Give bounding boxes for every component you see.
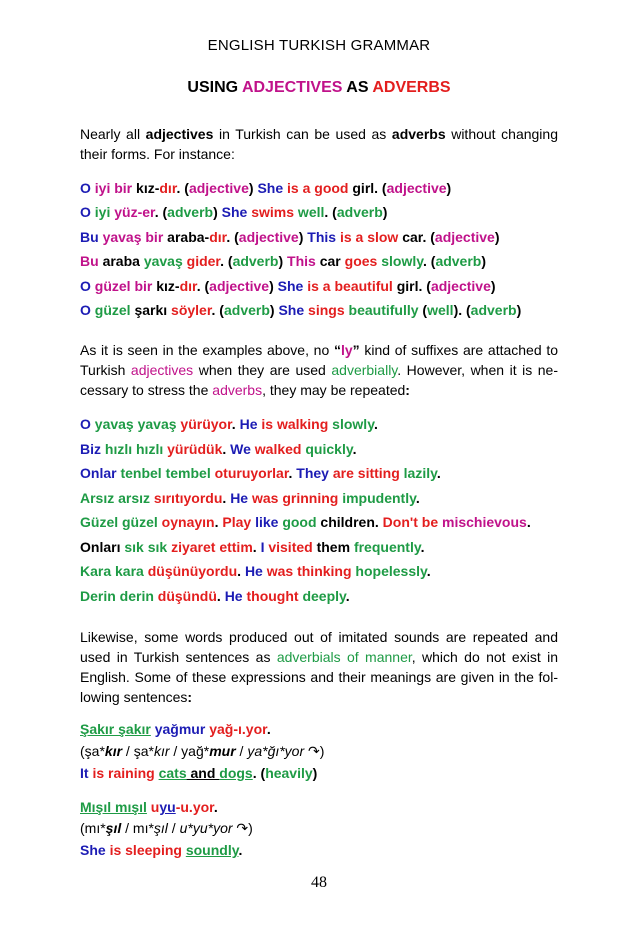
text-segment: . — [426, 563, 431, 579]
text-segment: She — [221, 204, 248, 220]
text-segment: She — [278, 302, 305, 318]
text-segment: , which do not exist in English. Some of these expressions and their meanings are given in the fol-lowing sentences — [80, 649, 558, 705]
text-segment: is raining — [88, 765, 155, 781]
text-segment: O — [80, 302, 95, 318]
text-segment: swims — [247, 204, 295, 220]
text-segment: Likewise, some words produced out of imitated sounds are repeated and used in Turkish sentences as — [80, 629, 558, 665]
text-segment: ) — [494, 229, 500, 245]
text-segment: (mı* — [80, 820, 106, 836]
text-segment: . — [436, 465, 441, 481]
text-segment: şıl — [105, 820, 122, 836]
text-segment: Play — [222, 514, 252, 530]
text-segment: dır — [159, 180, 177, 196]
text-segment: deeply — [298, 588, 346, 604]
text-segment: / şa* — [122, 743, 154, 759]
text-segment: children. — [316, 514, 383, 530]
text-segment: oynayın — [157, 514, 215, 530]
text-segment: . — [216, 588, 225, 604]
text-segment: ğ — [224, 721, 234, 737]
text-segment: yüz-er — [110, 204, 155, 220]
text-segment: cats — [158, 765, 187, 781]
text-segment: walked — [250, 441, 302, 457]
text-segment: ) — [248, 180, 258, 196]
repetition-example — [80, 439, 570, 459]
text-segment: sırıtıyordu — [150, 490, 223, 506]
onomatopoeia-paragraph — [80, 627, 558, 707]
text-segment: quickly — [301, 441, 353, 457]
text-segment: ) — [278, 253, 288, 269]
text-segment: iyi bir — [94, 180, 133, 196]
text-segment: / mı* — [121, 820, 154, 836]
text-segment: Kara kara — [80, 563, 144, 579]
text-segment: . — [238, 842, 243, 858]
text-segment: kind of suffixes are attached to Turkish — [80, 342, 558, 378]
text-segment: dır — [179, 278, 197, 294]
text-segment: , they may be repeated — [262, 382, 406, 398]
text-segment: ADJECTIVES — [241, 79, 343, 96]
text-segment: ziyaret ettim — [167, 539, 253, 555]
text-segment: . ( — [176, 180, 189, 196]
text-segment: girl. ( — [348, 180, 387, 196]
text-segment: . — [222, 490, 231, 506]
example-line — [80, 178, 570, 198]
text-segment: Bu — [80, 229, 103, 245]
text-segment: are sitting — [328, 465, 400, 481]
text-segment: -ı.yor — [233, 721, 267, 737]
text-segment: mur — [209, 743, 236, 759]
text-segment: O — [80, 204, 95, 220]
text-segment: in Turkish can be used as — [213, 126, 392, 142]
text-segment: ya*ğı*yor — [247, 743, 305, 759]
text-segment: adjectives — [145, 126, 214, 142]
text-segment: Onlar — [80, 465, 121, 481]
text-segment: was grinning — [248, 490, 339, 506]
example-line — [80, 202, 570, 222]
text-segment: adverb — [232, 253, 279, 269]
text-segment: u*yu*yor — [179, 820, 233, 836]
text-segment: düşündü — [153, 588, 217, 604]
pronunciation-guide — [80, 818, 570, 838]
text-segment: (şa* — [80, 743, 105, 759]
text-segment: . ( — [211, 302, 224, 318]
text-segment: frequently — [353, 539, 421, 555]
text-segment: hopelessly — [351, 563, 427, 579]
text-segment: beautifully — [344, 302, 419, 318]
text-segment: adjective — [386, 180, 447, 196]
example-line — [80, 300, 570, 320]
text-segment: dogs — [219, 765, 253, 781]
text-segment: sings — [304, 302, 345, 318]
repetition-example — [80, 463, 570, 483]
text-segment: ( — [418, 302, 428, 318]
text-segment: dır — [209, 229, 227, 245]
text-segment: O — [80, 416, 95, 432]
text-segment: . — [373, 416, 378, 432]
text-segment: lazily — [399, 465, 437, 481]
text-segment: He — [244, 563, 263, 579]
text-segment: Şakır şakır — [80, 721, 151, 737]
text-segment: He — [230, 490, 249, 506]
text-segment: . — [252, 539, 261, 555]
text-segment: adverbs — [391, 126, 446, 142]
text-segment: söyler — [171, 302, 212, 318]
text-segment: güzel bir — [94, 278, 153, 294]
text-segment: well — [427, 302, 454, 318]
text-segment: goes — [344, 253, 378, 269]
text-segment: iyi — [94, 204, 111, 220]
text-segment: She — [80, 842, 106, 858]
text-segment: yürüdük — [163, 441, 223, 457]
text-segment: girl. ( — [392, 278, 431, 294]
text-segment: We — [230, 441, 251, 457]
text-segment: car — [315, 253, 345, 269]
text-segment: visited — [264, 539, 313, 555]
text-segment: adverbs — [212, 382, 263, 398]
text-segment: . — [214, 514, 223, 530]
text-segment: Onları — [80, 539, 125, 555]
text-segment: when they are used — [193, 362, 332, 378]
running-header: ENGLISH TURKISH GRAMMAR — [207, 37, 431, 54]
text-segment: : — [187, 689, 193, 705]
text-segment: / yağ* — [169, 743, 210, 759]
text-segment: . ( — [324, 204, 337, 220]
text-segment: . — [231, 416, 240, 432]
text-segment: is a slow — [336, 229, 399, 245]
text-segment: hızlı hızlı — [104, 441, 164, 457]
text-segment: . However, when it is ne-cessary to stress the — [80, 362, 558, 398]
text-segment: yavaş bir — [102, 229, 164, 245]
text-segment: . — [415, 490, 420, 506]
text-segment: . — [237, 563, 245, 579]
text-segment: sık sık — [124, 539, 168, 555]
text-segment: O — [80, 180, 95, 196]
text-segment: adjectives — [130, 362, 194, 378]
text-segment: araba- — [163, 229, 210, 245]
text-segment: adverbials of manner — [276, 649, 412, 665]
text-segment: He — [224, 588, 243, 604]
example-line — [80, 251, 570, 271]
text-segment: is a good — [283, 180, 349, 196]
text-segment: adverb — [167, 204, 214, 220]
text-segment: is sleeping — [105, 842, 182, 858]
text-segment: yu — [159, 799, 176, 815]
turkish-sentence — [80, 719, 570, 739]
text-segment: . — [213, 799, 218, 815]
text-segment: car. ( — [398, 229, 435, 245]
text-segment: ADVERBS — [372, 79, 451, 96]
text-segment: . ( — [154, 204, 168, 220]
text-segment: She — [277, 278, 304, 294]
english-translation — [80, 763, 570, 783]
text-segment: adverb — [223, 302, 270, 318]
text-segment: good — [282, 514, 317, 530]
text-segment: like — [251, 514, 283, 530]
text-segment: As it is seen in the examples above, no — [80, 342, 334, 358]
text-segment: Bu — [80, 253, 103, 269]
text-segment: . — [266, 721, 271, 737]
text-segment: / — [167, 820, 180, 836]
example-line — [80, 227, 570, 247]
text-segment: “ — [333, 342, 341, 358]
text-segment: kır — [153, 743, 170, 759]
repetition-example — [80, 488, 570, 508]
text-segment: was thinking — [262, 563, 352, 579]
text-segment: : — [405, 382, 410, 398]
text-segment: Mışıl mışıl — [80, 799, 147, 815]
repetition-example — [80, 414, 570, 434]
text-segment: kız- — [132, 180, 160, 196]
text-segment: ). ( — [453, 302, 471, 318]
text-segment: u — [146, 799, 160, 815]
text-segment: ) — [490, 278, 496, 294]
text-segment: yağmur — [150, 721, 206, 737]
text-segment: ↷) — [232, 820, 253, 836]
repetition-example — [80, 512, 570, 532]
text-segment: This — [307, 229, 337, 245]
text-segment: Güzel güzel — [80, 514, 158, 530]
text-segment: . — [526, 514, 531, 530]
text-segment: is a beautiful — [303, 278, 393, 294]
text-segment: güzel — [94, 302, 131, 318]
text-segment: . ( — [422, 253, 436, 269]
text-segment: şıl — [153, 820, 168, 836]
text-segment: mischievous — [438, 514, 527, 530]
text-segment: ya — [205, 721, 225, 737]
text-segment: ) — [298, 229, 308, 245]
turkish-sentence — [80, 797, 570, 817]
text-segment: . — [345, 588, 350, 604]
example-line — [80, 276, 570, 296]
text-segment: She — [257, 180, 284, 196]
text-segment: ↷) — [304, 743, 325, 759]
page-number: 48 — [311, 874, 327, 891]
text-segment: Arsız arsız — [80, 490, 151, 506]
text-segment: AS — [342, 79, 373, 96]
text-segment: Nearly all — [80, 126, 146, 142]
text-segment: adjective — [209, 278, 270, 294]
text-segment: . ( — [196, 278, 210, 294]
text-segment: şarkı — [130, 302, 172, 318]
text-segment: slowly — [328, 416, 374, 432]
text-segment: ) — [269, 302, 279, 318]
page-title — [0, 79, 638, 97]
text-segment: It — [80, 765, 89, 781]
text-segment: He — [239, 416, 258, 432]
text-segment: ” — [352, 342, 360, 358]
text-segment: impudently — [338, 490, 416, 506]
text-segment: O — [80, 278, 95, 294]
text-segment: ) — [516, 302, 522, 318]
text-segment: them — [312, 539, 354, 555]
text-segment: . ( — [220, 253, 233, 269]
repetition-example — [80, 537, 570, 557]
text-segment: Biz — [80, 441, 105, 457]
text-segment: adverb — [435, 253, 482, 269]
repetition-example — [80, 586, 570, 606]
text-segment: Derin derin — [80, 588, 154, 604]
explanation-paragraph — [80, 340, 558, 400]
text-segment: adjective — [188, 180, 249, 196]
intro-paragraph — [80, 124, 558, 164]
text-segment: -u.yor — [175, 799, 214, 815]
text-segment: They — [296, 465, 329, 481]
text-segment: heavily — [265, 765, 313, 781]
text-segment: / — [235, 743, 248, 759]
text-segment: . — [352, 441, 357, 457]
text-segment: ) — [213, 204, 222, 220]
text-segment: gider — [182, 253, 221, 269]
text-segment: oturuyorlar — [210, 465, 289, 481]
pronunciation-guide — [80, 741, 570, 761]
text-segment: ) — [312, 765, 318, 781]
text-segment: ) — [382, 204, 388, 220]
text-segment: ) — [481, 253, 487, 269]
text-segment: yavaş yavaş — [94, 416, 177, 432]
text-segment: adverbially — [331, 362, 398, 378]
text-segment: I — [260, 539, 265, 555]
text-segment: . ( — [252, 765, 266, 781]
text-segment: düşünüyordu — [143, 563, 238, 579]
text-segment: is walking — [257, 416, 329, 432]
text-segment: slowly — [377, 253, 423, 269]
text-segment: adjective — [238, 229, 299, 245]
text-segment: . ( — [226, 229, 239, 245]
text-segment: araba — [102, 253, 144, 269]
text-segment: yavaş — [143, 253, 183, 269]
text-segment: This — [287, 253, 316, 269]
text-segment: USING — [187, 79, 242, 96]
text-segment: adverb — [470, 302, 517, 318]
text-segment: without changing their forms. For instance: — [80, 126, 558, 162]
text-segment: . — [420, 539, 425, 555]
text-segment: tenbel tembel — [120, 465, 211, 481]
text-segment: well — [294, 204, 325, 220]
text-segment: yürüyor — [176, 416, 232, 432]
text-segment: soundly — [185, 842, 239, 858]
text-segment: Don't be — [382, 514, 439, 530]
text-segment: thought — [242, 588, 299, 604]
text-segment: ly — [340, 342, 353, 358]
text-segment: ) — [269, 278, 278, 294]
text-segment: and — [186, 765, 220, 781]
text-segment: . — [222, 441, 231, 457]
english-translation — [80, 840, 570, 860]
text-segment: ) — [446, 180, 452, 196]
repetition-example — [80, 561, 570, 581]
text-segment: kır — [104, 743, 123, 759]
text-segment: . — [288, 465, 297, 481]
text-segment: kız- — [152, 278, 180, 294]
text-segment: adjective — [430, 278, 491, 294]
text-segment: adverb — [336, 204, 383, 220]
text-segment: adjective — [434, 229, 495, 245]
